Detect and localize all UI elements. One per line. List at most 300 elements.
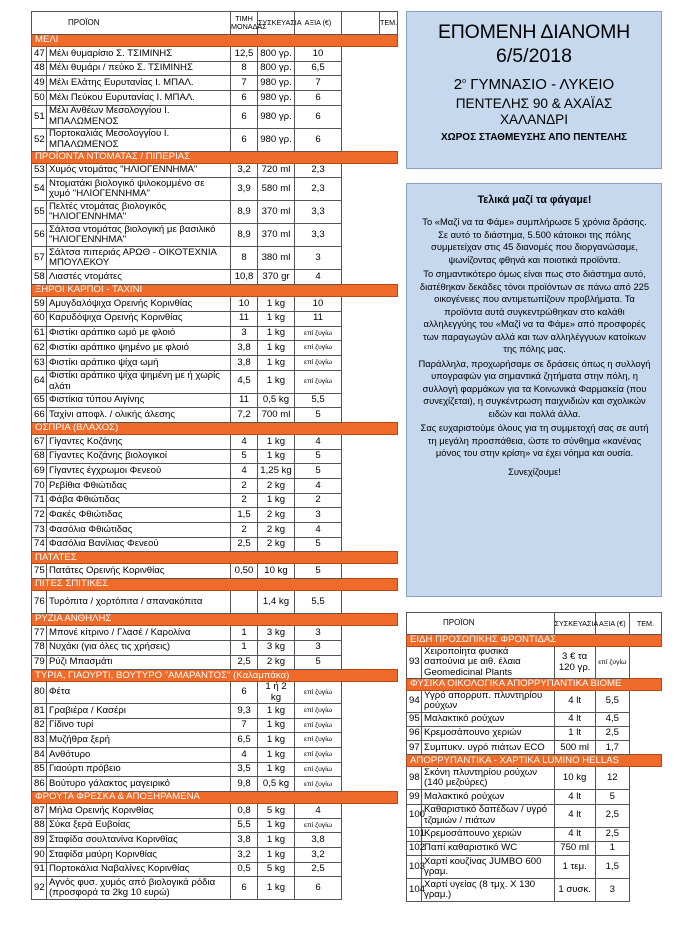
cell-4: 3,3: [295, 224, 342, 247]
table-row: [407, 712, 662, 726]
cell-1: Νυχάκι (για όλες τις χρήσεις): [47, 640, 231, 655]
category-label: ΤΥΡΙΑ, ΓΙΑΟΥΡΤΙ, ΒΟΥΤΥΡΟ "ΑΜΑΡΑΝΤΟΣ" (Καλαμπάκα): [32, 670, 398, 682]
cell-3: 0,5 kg: [258, 777, 295, 792]
cell-2: 0,50: [231, 564, 258, 579]
cell-1: Μέλι θυμαρίσιο Σ. ΤΣΙΜΙΝΗΣ: [47, 47, 231, 62]
cell-1: Φάβα Φθιώτιδας: [47, 493, 231, 508]
cell-2: 1: [231, 626, 258, 641]
cell-2: 1 συσκ.: [554, 878, 595, 901]
cell-4: 6: [295, 91, 342, 106]
cell-1: Γιαούρτι πρόβειο: [47, 762, 231, 777]
cell-4: 10: [295, 47, 342, 62]
cell-2: 4: [231, 434, 258, 449]
cell-2: 8,9: [231, 224, 258, 247]
cell-2: 0,8: [231, 804, 258, 819]
cell-1: Κρεμοσάπουνο χεριών: [422, 827, 555, 841]
cell-0: 79: [32, 655, 47, 670]
cell-0: 48: [32, 61, 47, 76]
cell-2: 6: [231, 91, 258, 106]
table-row: [32, 434, 398, 449]
cell-3: 2 kg: [258, 523, 295, 538]
table-row: [32, 449, 398, 464]
cell-3: 3 kg: [258, 640, 295, 655]
cell-3: 370 ml: [258, 201, 295, 224]
cell-1: Φασόλια Βανίλιας Φενεού: [47, 537, 231, 552]
cell-1: Ταχίνι αποφλ. / ολικής άλεσης: [47, 408, 231, 423]
cell-3: 5: [595, 790, 629, 804]
cell-0: 62: [32, 341, 47, 356]
cell-0: 94: [407, 691, 422, 713]
story-paragraph: Το «Μαζί να τα Φάμε» συμπλήρωσε 5 χρόνια δράσης. Σε αυτό το διάστημα, 5.500 κάτοικοι της πόλης συμμετείχαν στις 45 διανομές που διοργανώσαμε, ψωνίζοντας φθηνά και ποιοτικά προϊόντα.: [422, 216, 647, 265]
table-row: [32, 537, 398, 552]
cell-1: Αγνός φυσ. χυμός από βιολογικά ρόδια (προσφορά τα 2kg 10 ευρώ): [47, 877, 231, 900]
cell-4: επί ζυγίω: [295, 703, 342, 718]
cell-2: 4: [231, 747, 258, 762]
cell-1: Μπονέ κίτρινο / Γλασέ / Καρολίνα: [47, 626, 231, 641]
cell-0: 65: [32, 393, 47, 408]
category-label: ΟΣΠΡΙΑ (ΒΛΑΧΟΣ): [32, 422, 398, 434]
cell-0: 73: [32, 523, 47, 538]
cell-4: 2: [295, 493, 342, 508]
cell-1: Χαρτί κουζίνας JUMBO 600 γραμ.: [422, 855, 555, 878]
cell-0: 69: [32, 464, 47, 479]
cell-1: Φιστίκι αράπικο ωμό με φλοιό: [47, 326, 231, 341]
cell-1: Καθαριστικό δαπέδων / υγρό τζαμιών / πιάτων: [422, 804, 555, 827]
cell-1: Πορτοκάλια Ναβαλίνες Κορινθίας: [47, 862, 231, 877]
cell-4: 7: [295, 76, 342, 91]
story-paragraph: Σας ευχαριστούμε όλους για τη συμμετοχή σας σε αυτή τη μεγάλη προσπάθεια, ώστε το σύνθημα «κανένας μόνος του στην κρίση» να έχει νόημα και ουσία.: [420, 422, 649, 458]
cell-2: 3,8: [231, 355, 258, 370]
cell-4: 3: [295, 640, 342, 655]
cell-2: 4 lt: [554, 804, 595, 827]
cell-1: Σταφίδα σουλτανίνα Κορινθίας: [47, 833, 231, 848]
header-qty: ΤΕΜ.: [629, 613, 661, 635]
cell-0: 55: [32, 201, 47, 224]
cell-3: 1 kg: [258, 747, 295, 762]
cell-4: 6: [295, 105, 342, 128]
cell-1: Κρεμοσάπουνο χεριών: [422, 726, 555, 740]
cell-0: 95: [407, 712, 422, 726]
cell-4: 4: [295, 434, 342, 449]
category-row: [32, 579, 398, 591]
header-spacer: [342, 12, 380, 35]
category-label: ΠΙΤΕΣ ΣΠΙΤΙΚΕΣ: [32, 579, 398, 591]
cell-2: 7: [231, 718, 258, 733]
table-row: [32, 655, 398, 670]
cell-0: 67: [32, 434, 47, 449]
cell-2: 2: [231, 493, 258, 508]
category-label: ΑΠΟΡΡΥΠΑΝΤΙΚΑ - ΧΑΡΤΙΚΑ LUMINO HELLAS: [407, 755, 662, 767]
cell-3: 5 kg: [258, 862, 295, 877]
category-label: ΡΥΖΙΑ ΑΝΘΗΛΗΣ: [32, 614, 398, 626]
cell-2: 8: [231, 61, 258, 76]
cell-2: 1,5: [231, 508, 258, 523]
cell-3: 1,25 kg: [258, 464, 295, 479]
cell-2: 3,5: [231, 762, 258, 777]
table-row: [32, 178, 398, 201]
cell-2: 11: [231, 311, 258, 326]
cell-4: 5: [295, 655, 342, 670]
story-heading: Τελικά μαζί τα φάγαμε!: [477, 194, 592, 206]
table-row: [32, 703, 398, 718]
cell-4: 10: [295, 297, 342, 312]
header-pack: ΣΥΣΚΕΥΑΣΙΑ: [258, 12, 295, 35]
cell-2: 6: [231, 128, 258, 151]
category-label: ΠΡΟΪΟΝΤΑ ΝΤΟΜΑΤΑΣ / ΠΙΠΕΡΙΑΣ: [32, 151, 398, 163]
cell-0: 59: [32, 297, 47, 312]
cell-3: 700 ml: [258, 408, 295, 423]
cell-0: 102: [407, 841, 422, 855]
cell-2: 8: [231, 247, 258, 270]
cell-4: 2,5: [295, 862, 342, 877]
table-row: [32, 640, 398, 655]
story-paragraph: Παράλληλα, προχωρήσαμε σε δράσεις όπως η συλλογή υπογραφών για σημαντικά ζητήματα στην πόλη, η συλλογή φαρμάκων για τα Κοινωνικά Φαρμακεία (που συνεχίζεται), η συγκέντρωση παιχνιδιών και σχολικών ειδών και πολλά άλλα.: [418, 357, 651, 419]
cell-1: Ρεβίθια Φθιώτιδας: [47, 479, 231, 494]
cell-4: 5: [295, 537, 342, 552]
cell-2: 2: [231, 479, 258, 494]
cell-1: Γίγαντες έγχρωμοι Φενεού: [47, 464, 231, 479]
venue-school: $2^o$ ΓΥΜΝΑΣΙΟ - ΛΥΚΕΙΟ: [453, 76, 615, 93]
header-product: ΠΡΟΪΟΝ: [32, 12, 231, 35]
table-row: [407, 790, 662, 804]
cell-2: 6: [231, 877, 258, 900]
cell-0: 71: [32, 493, 47, 508]
cell-2: 3 € τα 120 γρ.: [554, 647, 595, 679]
cell-1: Πελτές ντομάτας βιολογικός "ΗΛΙΟΓΕΝΝΗΜΑ": [47, 201, 231, 224]
cell-3: 2 kg: [258, 508, 295, 523]
cell-2: 1: [231, 640, 258, 655]
cell-2: 3,2: [231, 163, 258, 178]
category-row: [32, 151, 398, 163]
cell-4: επί ζυγίω: [295, 326, 342, 341]
table-row: [407, 878, 662, 901]
table-row: [32, 508, 398, 523]
cell-4: 6,5: [295, 61, 342, 76]
cell-0: 58: [32, 270, 47, 285]
table-header: [32, 12, 398, 35]
cell-2: 9,8: [231, 777, 258, 792]
table-row: [32, 247, 398, 270]
table-row: [32, 523, 398, 538]
cell-0: 66: [32, 408, 47, 423]
cell-2: 4 lt: [554, 691, 595, 713]
cell-0: 92: [32, 877, 47, 900]
table-row: [32, 833, 398, 848]
cell-2: 6: [231, 682, 258, 704]
category-row: [32, 422, 398, 434]
category-row: [32, 285, 398, 297]
cell-2: 1 τεμ.: [554, 855, 595, 878]
cell-1: Μαλακτικό ρούχων: [422, 790, 555, 804]
cell-1: Πατάτες Ορεινής Κορινθίας: [47, 564, 231, 579]
table-row: [32, 370, 398, 393]
table-row: [32, 564, 398, 579]
cell-1: Σκόνη πλυντηρίου ρούχων (140 μεζούρες): [422, 767, 555, 790]
cell-1: Γραβιέρα / Κασέρι: [47, 703, 231, 718]
table-row: [32, 297, 398, 312]
cell-3: 2 kg: [258, 479, 295, 494]
table-row: [32, 479, 398, 494]
table-row: [32, 464, 398, 479]
cell-3: 3: [595, 878, 629, 901]
cell-0: 63: [32, 355, 47, 370]
cell-1: Μέλι Πεύκου Ευρυτανίας Ι. ΜΠΑΛ.: [47, 91, 231, 106]
cell-3: 1 kg: [258, 818, 295, 833]
cell-1: Σάλτσα πιπεριάς ΑΡΩΘ - ΟΙΚΟΤΕΧΝΙΑ ΜΠΟΥΛΕΚΟΥ: [47, 247, 231, 270]
cell-3: 2,5: [595, 827, 629, 841]
cell-4: 5,5: [295, 393, 342, 408]
table-row: [32, 862, 398, 877]
cell-1: Λιαστές ντομάτες: [47, 270, 231, 285]
category-row: [407, 755, 662, 767]
story-paragraph: Το σημαντικότερο όμως είναι πως στο διάστημα αυτό, διατέθηκαν δεκάδες τόνοι προϊόντων σε πάνω από 225 οικογένειες που αντιμετωπίζουν προβλήματα. Τα προϊόντα αυτά συγκεντρώθηκαν στο καλάθι αλληλεγγύης του «Μαζί να τα Φάμε» από προσφορές των παραγωγών αλλά και των αλληλέγγυων κατοίκων της πόλης μας.: [419, 268, 650, 354]
cell-0: 52: [32, 128, 47, 151]
cell-3: 370 ml: [258, 224, 295, 247]
table-row: [32, 682, 398, 704]
category-label: ΕΙΔΗ ΠΡΟΣΩΠΙΚΗΣ ΦΡΟΝΤΙΔΑΣ: [407, 635, 662, 647]
table-row: [32, 804, 398, 819]
product-table-right: [406, 612, 662, 902]
product-table-left: [31, 11, 397, 900]
cell-1: Σύκα ξερά Ευβοίας: [47, 818, 231, 833]
cell-3: 2 kg: [258, 537, 295, 552]
cell-2: 3: [231, 326, 258, 341]
cell-3: 1 kg: [258, 703, 295, 718]
cell-2: 7,2: [231, 408, 258, 423]
cell-2: 5,5: [231, 818, 258, 833]
cell-1: Ντοματάκι βιολογικό ψιλοκομμένο σε χυμό "ΗΛΙΟΓΕΝΝΗΜΑ": [47, 178, 231, 201]
table-row: [407, 691, 662, 713]
cell-2: [231, 591, 258, 614]
cell-2: 6: [231, 105, 258, 128]
cell-4: 5: [295, 449, 342, 464]
cell-0: 77: [32, 626, 47, 641]
cell-3: 980 γρ.: [258, 128, 295, 151]
cell-4: 3: [295, 626, 342, 641]
table-row: [32, 626, 398, 641]
cell-3: 2,5: [595, 726, 629, 740]
cell-3: 1 kg: [258, 493, 295, 508]
cell-1: Φακές Φθιώτιδας: [47, 508, 231, 523]
cell-0: 91: [32, 862, 47, 877]
cell-0: 56: [32, 224, 47, 247]
cell-1: Μέλι Ανθέων Μεσολογγίου Ι. ΜΠΑΛΩΜΕΝΟΣ: [47, 105, 231, 128]
cell-2: 2,5: [231, 655, 258, 670]
next-distribution-box: [406, 11, 662, 169]
table-row: [32, 877, 398, 900]
table-row: [32, 493, 398, 508]
cell-3: 1 kg: [258, 326, 295, 341]
table-row: [407, 804, 662, 827]
cell-2: 4,5: [231, 370, 258, 393]
cell-0: 96: [407, 726, 422, 740]
cell-1: Υγρό απορρυπ. πλυντηρίου ρούχων: [422, 691, 555, 713]
table-row: [32, 818, 398, 833]
cell-4: 5: [295, 408, 342, 423]
header-pack: ΣΥΣΚΕΥΑΣΙΑ: [554, 613, 595, 635]
cell-3: 800 γρ.: [258, 61, 295, 76]
table-row: [32, 848, 398, 863]
cell-4: επί ζυγίω: [295, 355, 342, 370]
cell-4: 11: [295, 311, 342, 326]
cell-2: 11: [231, 393, 258, 408]
cell-2: 7: [231, 76, 258, 91]
cell-1: Καρυδόψιχα Ορεινής Κορινθίας: [47, 311, 231, 326]
cell-0: 76: [32, 591, 47, 614]
cell-0: 57: [32, 247, 47, 270]
cell-4: 5,5: [295, 591, 342, 614]
header-value: ΑΞΙΑ (€): [595, 613, 629, 635]
cell-3: 980 γρ.: [258, 76, 295, 91]
cell-2: 3,2: [231, 848, 258, 863]
category-label: ΞΗΡΟΙ ΚΑΡΠΟΙ - ΤΑΧΙΝΙ: [32, 285, 398, 297]
cell-0: 84: [32, 747, 47, 762]
table-row: [32, 270, 398, 285]
cell-3: 1: [595, 841, 629, 855]
cell-0: 51: [32, 105, 47, 128]
header-price: ΤΙΜΗ ΜΟΝΑΔΑΣ: [231, 12, 258, 35]
cell-2: 4 lt: [554, 827, 595, 841]
cell-1: Μέλι Ελάτης Ευρυτανίας Ι. ΜΠΑΛ.: [47, 76, 231, 91]
cell-2: 4 lt: [554, 790, 595, 804]
table-row: [32, 355, 398, 370]
cell-4: 2,3: [295, 178, 342, 201]
cell-4: επί ζυγίω: [295, 747, 342, 762]
table-row: [32, 91, 398, 106]
table-row: [32, 326, 398, 341]
cell-0: 61: [32, 326, 47, 341]
cell-4: 4: [295, 270, 342, 285]
cell-2: 10: [231, 297, 258, 312]
cell-4: επί ζυγίω: [295, 682, 342, 704]
category-row: [32, 35, 398, 47]
cell-0: 72: [32, 508, 47, 523]
table-row: [32, 341, 398, 356]
cell-3: 800 γρ.: [258, 47, 295, 62]
cell-1: Μαλακτικό ρούχων: [422, 712, 555, 726]
cell-3: 1 kg: [258, 718, 295, 733]
cell-3: 1 kg: [258, 733, 295, 748]
table-row: [32, 224, 398, 247]
cell-4: 5: [295, 464, 342, 479]
table-row: [407, 741, 662, 755]
cell-1: Γίγαντες Κοζάνης βιολογικοί: [47, 449, 231, 464]
table-row: [32, 128, 398, 151]
cell-3: 1 kg: [258, 833, 295, 848]
cell-4: 4: [295, 479, 342, 494]
cell-3: 3 kg: [258, 626, 295, 641]
cell-2: 5: [231, 449, 258, 464]
cell-3: 1,7: [595, 741, 629, 755]
cell-4: 3: [295, 508, 342, 523]
category-row: [32, 792, 398, 804]
category-row: [32, 670, 398, 682]
cell-4: επί ζυγίω: [295, 341, 342, 356]
cell-1: Βούτυρο γάλακτος μαγειρικό: [47, 777, 231, 792]
cell-0: 100: [407, 804, 422, 827]
cell-0: 93: [407, 647, 422, 679]
cell-4: 3,3: [295, 201, 342, 224]
table-row: [32, 747, 398, 762]
cell-1: Μυζήθρα ξερή: [47, 733, 231, 748]
cell-2: 4 lt: [554, 712, 595, 726]
cell-0: 98: [407, 767, 422, 790]
story-closing: Συνεχίζουμε!: [508, 465, 561, 477]
cell-1: Σάλτσα ντομάτας βιολογική με βασιλικό "ΗΛΙΟΓΕΝΝΗΜΑ": [47, 224, 231, 247]
cell-1: Φιστίκι αράπικο ψίχα ωμή: [47, 355, 231, 370]
cell-3: 1 kg: [258, 370, 295, 393]
cell-3: 5 kg: [258, 804, 295, 819]
story-box: [406, 183, 662, 597]
category-label: ΠΑΤΑΤΕΣ: [32, 552, 398, 564]
cell-1: Ανθότυρο: [47, 747, 231, 762]
cell-2: 3,8: [231, 341, 258, 356]
cell-3: 10 kg: [258, 564, 295, 579]
cell-0: 85: [32, 762, 47, 777]
cell-3: 4,5: [595, 712, 629, 726]
cell-2: 6,5: [231, 733, 258, 748]
cell-4: επί ζυγίω: [295, 777, 342, 792]
table-row: [32, 163, 398, 178]
cell-3: 1 kg: [258, 341, 295, 356]
cell-0: 78: [32, 640, 47, 655]
cell-1: Φιστίκι αράπικο ψημένο με φλοιό: [47, 341, 231, 356]
table-row: [32, 393, 398, 408]
cell-2: 12,5: [231, 47, 258, 62]
cell-3: 1,4 kg: [258, 591, 295, 614]
table-header: [407, 613, 662, 635]
cell-4: επί ζυγίω: [295, 733, 342, 748]
cell-3: 580 ml: [258, 178, 295, 201]
table-row: [32, 61, 398, 76]
cell-2: 8,9: [231, 201, 258, 224]
cell-4: 2,3: [295, 163, 342, 178]
table-row: [407, 767, 662, 790]
cell-0: 49: [32, 76, 47, 91]
cell-1: Τυρόπιτα / χορτόπιτα / σπανακόπιτα: [47, 591, 231, 614]
cell-0: 87: [32, 804, 47, 819]
cell-0: 75: [32, 564, 47, 579]
cell-1: Φέτα: [47, 682, 231, 704]
cell-3: 5,5: [595, 691, 629, 713]
cell-2: 500 ml: [554, 741, 595, 755]
cell-4: 6: [295, 128, 342, 151]
table-row: [32, 105, 398, 128]
parking-note: ΧΩΡΟΣ ΣΤΑΘΜΕΥΣΗΣ ΑΠΟ ΠΕΝΤΕΛΗΣ: [440, 131, 628, 143]
cell-3: 1 kg: [258, 449, 295, 464]
cell-4: 3: [295, 247, 342, 270]
cell-1: Σταφίδα μαύρη Κορινθίας: [47, 848, 231, 863]
cell-1: Παπί καθαριστικό WC: [422, 841, 555, 855]
cell-2: 2: [231, 523, 258, 538]
cell-2: 0,5: [231, 862, 258, 877]
cell-1: Χαρτί υγείας (8 τμχ. Χ 130 γραμ.): [422, 878, 555, 901]
table-row: [407, 855, 662, 878]
cell-1: Χυμός ντομάτας "ΗΛΙΟΓΕΝΝΗΜΑ": [47, 163, 231, 178]
cell-0: 50: [32, 91, 47, 106]
cell-3: 1 kg: [258, 877, 295, 900]
cell-0: 74: [32, 537, 47, 552]
cell-0: 88: [32, 818, 47, 833]
table-row: [32, 408, 398, 423]
category-row: [32, 552, 398, 564]
cell-2: 4: [231, 464, 258, 479]
cell-3: 2,5: [595, 804, 629, 827]
cell-1: Πορτοκαλιάς Μεσολογγίου Ι. ΜΠΑΛΩΜΕΝΟΣ: [47, 128, 231, 151]
cell-0: 104: [407, 878, 422, 901]
table-row: [407, 841, 662, 855]
table-row: [32, 76, 398, 91]
